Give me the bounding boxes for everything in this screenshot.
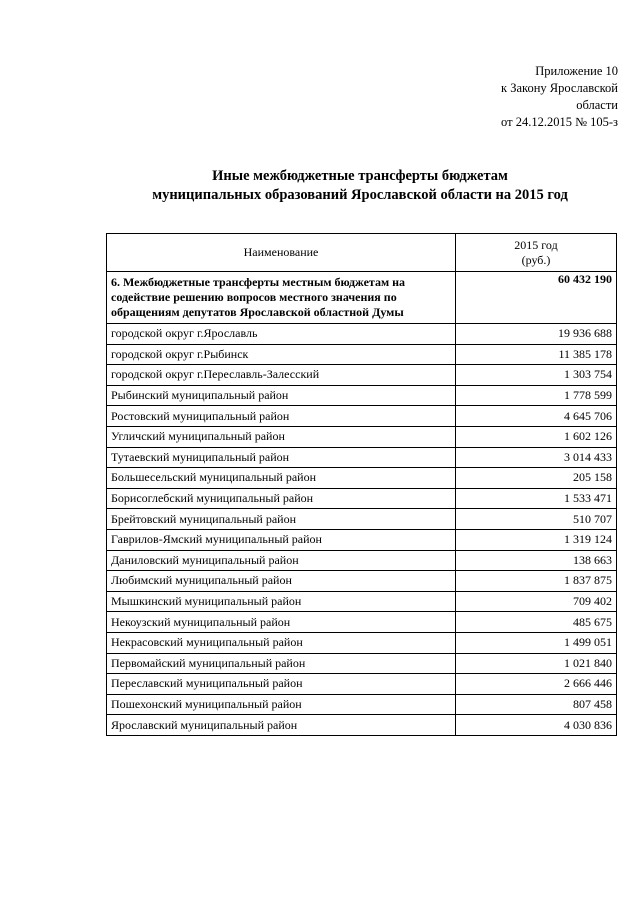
total-row [107,272,617,324]
row-name-cell: городской округ г.Ярославль [107,324,456,345]
row-amount-cell: 4 030 836 [456,715,617,736]
appendix-line: от 24.12.2015 № 105-з [501,115,618,129]
row-name-cell: Мышкинский муниципальный район [107,591,456,612]
appendix-line: области [576,98,618,112]
row-amount-cell: 205 158 [456,468,617,489]
table-row [107,715,617,736]
row-name-cell: Рыбинский муниципальный район [107,385,456,406]
row-name-cell: Брейтовский муниципальный район [107,509,456,530]
row-amount-cell: 2 666 446 [456,674,617,695]
table-row [107,406,617,427]
row-name-cell: городской округ г.Переславль-Залесский [107,365,456,386]
table-row [107,632,617,653]
table-row [107,550,617,571]
table-row [107,385,617,406]
header-year: 2015 год [514,237,558,252]
row-amount-cell: 3 014 433 [456,447,617,468]
row-name-cell: Пошехонский муниципальный район [107,694,456,715]
table-row [107,694,617,715]
row-amount-cell: 1 533 471 [456,488,617,509]
table-row [107,344,617,365]
table-row [107,591,617,612]
row-amount-cell: 1 319 124 [456,529,617,550]
row-amount-cell: 1 021 840 [456,653,617,674]
row-amount-cell: 1 602 126 [456,426,617,447]
table-row [107,509,617,530]
row-name-cell: Большесельский муниципальный район [107,468,456,489]
table-row [107,674,617,695]
appendix-line: Приложение 10 [535,64,618,78]
title-line: Иные межбюджетные трансферты бюджетам [212,168,508,184]
appendix-header [501,63,618,131]
row-name-cell: Гаврилов-Ямский муниципальный район [107,529,456,550]
row-amount-cell: 138 663 [456,550,617,571]
row-amount-cell: 4 645 706 [456,406,617,427]
header-name-cell: Наименование [107,234,456,272]
table-row [107,426,617,447]
row-name-cell: Угличский муниципальный район [107,426,456,447]
appendix-line: к Закону Ярославской [501,81,618,95]
table-row [107,488,617,509]
row-name-cell: Некрасовский муниципальный район [107,632,456,653]
row-amount-cell: 510 707 [456,509,617,530]
row-name-cell: Любимский муниципальный район [107,571,456,592]
row-amount-cell: 807 458 [456,694,617,715]
document-title [105,167,615,205]
header-unit: (руб.) [521,252,551,267]
row-amount-cell: 709 402 [456,591,617,612]
table-row [107,612,617,633]
table-row [107,365,617,386]
table-row [107,653,617,674]
table-row [107,529,617,550]
row-name-cell: Переславский муниципальный район [107,674,456,695]
row-amount-cell: 485 675 [456,612,617,633]
row-name-cell: Первомайский муниципальный район [107,653,456,674]
title-line: муниципальных образований Ярославской области на 2015 год [152,187,568,203]
row-amount-cell: 1 499 051 [456,632,617,653]
total-name-cell: 6. Межбюджетные трансферты местным бюджетам на содействие решению вопросов местного значения по обращениям депутатов Ярославской областной Думы [107,272,456,324]
table-header-row [107,234,617,272]
row-name-cell: Ярославский муниципальный район [107,715,456,736]
row-name-cell: городской округ г.Рыбинск [107,344,456,365]
transfers-table [106,233,617,736]
total-amount-cell: 60 432 190 [456,272,617,324]
row-amount-cell: 19 936 688 [456,324,617,345]
row-name-cell: Борисоглебский муниципальный район [107,488,456,509]
row-name-cell: Даниловский муниципальный район [107,550,456,571]
row-name-cell: Тутаевский муниципальный район [107,447,456,468]
row-name-cell: Ростовский муниципальный район [107,406,456,427]
table-row [107,468,617,489]
row-amount-cell: 1 837 875 [456,571,617,592]
row-amount-cell: 11 385 178 [456,344,617,365]
table-row [107,324,617,345]
header-year-cell [456,234,617,272]
row-name-cell: Некоузский муниципальный район [107,612,456,633]
row-amount-cell: 1 778 599 [456,385,617,406]
table-row [107,571,617,592]
row-amount-cell: 1 303 754 [456,365,617,386]
table-row [107,447,617,468]
